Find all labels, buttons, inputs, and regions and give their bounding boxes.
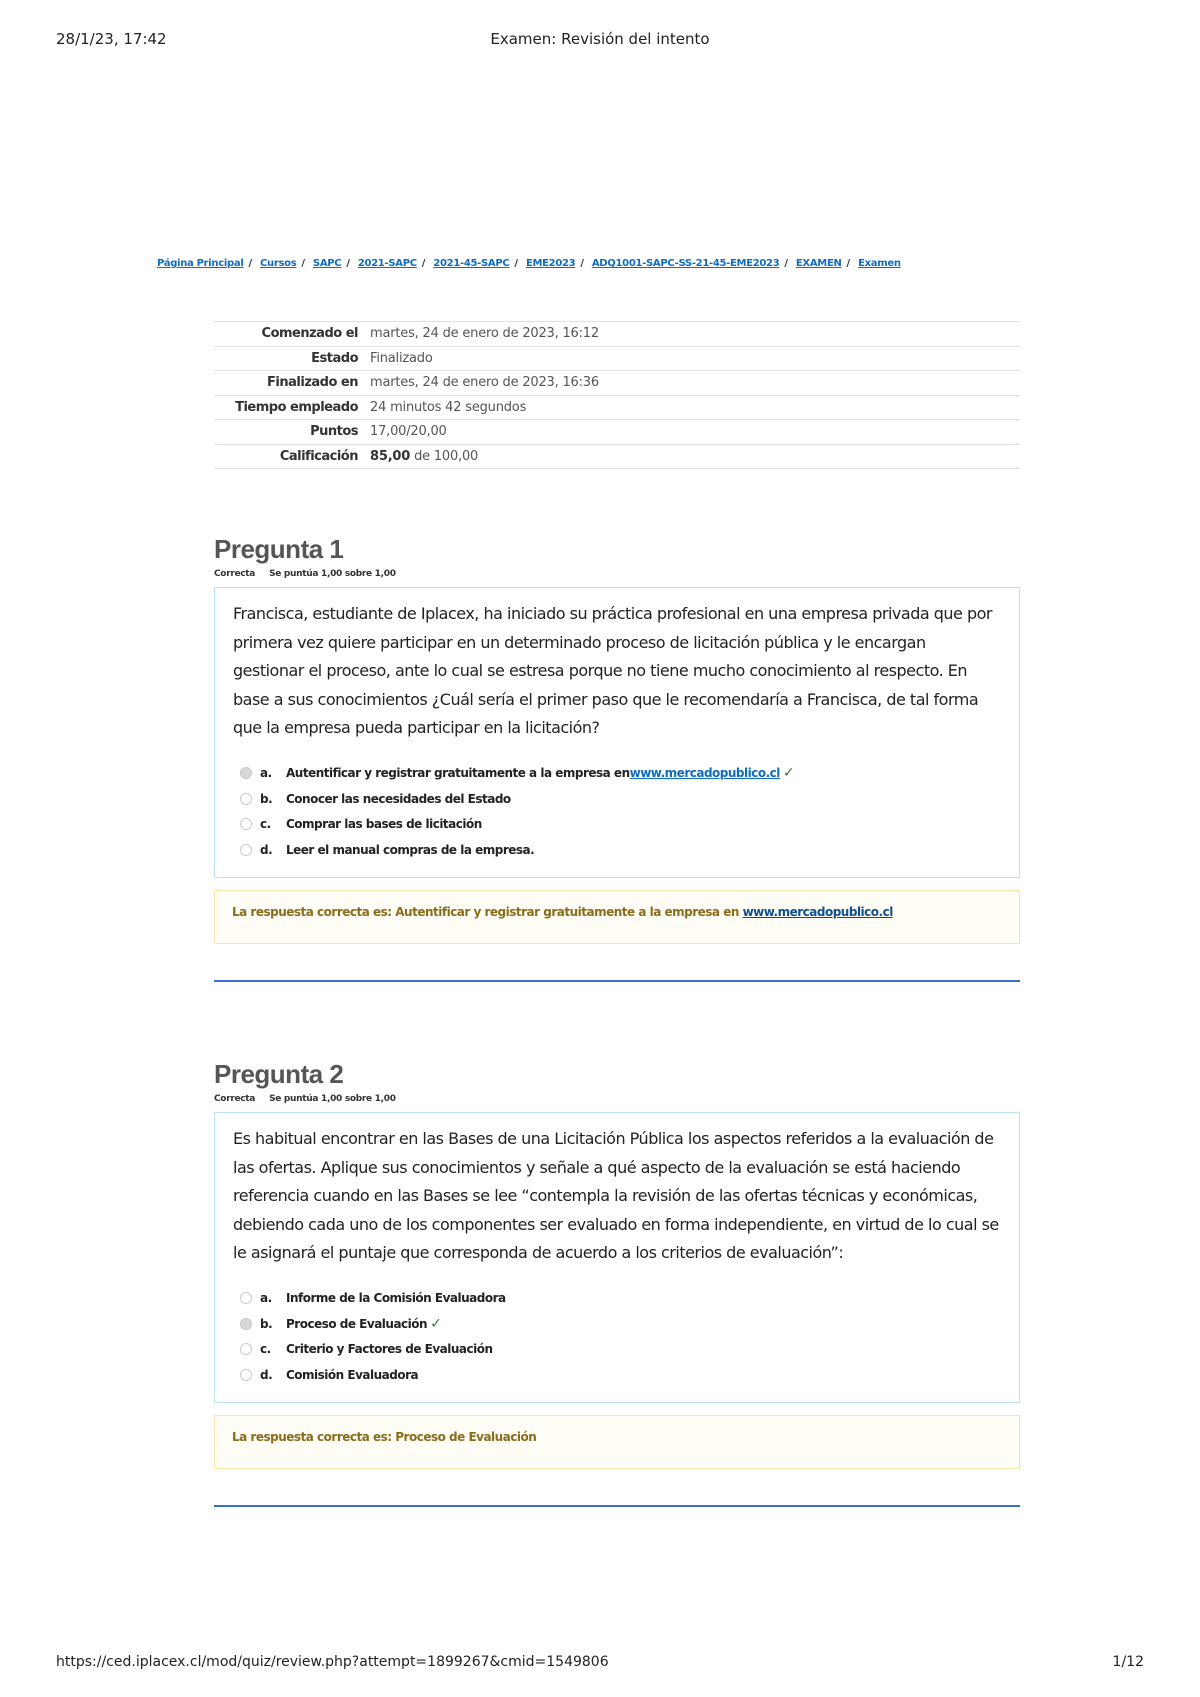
question-divider xyxy=(214,980,1020,982)
option-letter: c. xyxy=(260,1342,271,1357)
summary-value: Finalizado xyxy=(370,350,433,366)
question-text: Es habitual encontrar en las Bases de una Licitación Pública los aspectos referidos a la evaluación de las ofertas. Aplique sus conocimientos y señale a qué aspecto de la evaluación se está haciendo referencia cuando en las Bases se lee “contempla la revisión de las ofertas técnicas y económicas, debiendo cada uno de los componentes ser evaluado en forma independiente, en virtud de lo cual se le asignará el puntaje que corresponda de acuerdo a los criterios de evaluación”: xyxy=(233,1129,999,1262)
breadcrumb-separator: / xyxy=(301,258,305,269)
summary-row-marks xyxy=(214,420,1020,445)
print-url: https://ced.iplacex.cl/mod/quiz/review.php?attempt=1899267&cmid=1549806 xyxy=(56,1654,609,1670)
question-2 xyxy=(214,1059,1020,1507)
grade-suffix: de 100,00 xyxy=(414,448,479,464)
option-text: Comisión Evaluadora xyxy=(286,1367,419,1382)
summary-label: Calificación xyxy=(279,448,358,464)
question-state: Correcta xyxy=(214,1094,256,1104)
feedback-text: La respuesta correcta es: Proceso de Evaluación xyxy=(232,1429,537,1444)
attempt-summary-table xyxy=(214,321,1020,469)
breadcrumb-sapc[interactable]: SAPC xyxy=(312,258,342,269)
option-letter: a. xyxy=(260,1291,272,1306)
breadcrumb-examen-activity[interactable]: Examen xyxy=(858,258,901,269)
summary-value: martes, 24 de enero de 2023, 16:36 xyxy=(370,375,599,391)
breadcrumb-2021-sapc[interactable]: 2021-SAPC xyxy=(357,258,417,269)
option-text: Conocer las necesidades del Estado xyxy=(286,791,511,806)
question-title: Pregunta 2 xyxy=(214,1059,344,1089)
option-text: Proceso de Evaluación xyxy=(286,1316,428,1331)
breadcrumb-home[interactable]: Página Principal xyxy=(157,258,244,269)
breadcrumb-separator: / xyxy=(514,258,518,269)
question-grade: Se puntúa 1,00 sobre 1,00 xyxy=(269,569,396,579)
answer-option-c[interactable] xyxy=(233,1337,1001,1363)
summary-value: 24 minutos 42 segundos xyxy=(370,399,527,415)
question-divider xyxy=(214,1505,1020,1507)
question-grade: Se puntúa 1,00 sobre 1,00 xyxy=(269,1094,396,1104)
summary-label: Puntos xyxy=(310,424,358,440)
question-text: Francisca, estudiante de Iplacex, ha iniciado su práctica profesional en una empresa privada que por primera vez quiere participar en un determinado proceso de licitación pública y le encargan gestionar el proceso, ante lo cual se estresa porque no tiene mucho conocimiento al respecto. En base a sus conocimientos ¿Cuál sería el primer paso que le recomendaría a Francisca, de tal forma que la empresa pueda participar en la licitación? xyxy=(233,604,992,737)
question-1 xyxy=(214,534,1020,982)
summary-row-started xyxy=(214,322,1020,347)
breadcrumb-examen-section[interactable]: EXAMEN xyxy=(795,258,842,269)
breadcrumb-separator: / xyxy=(846,258,850,269)
summary-value: 17,00/20,00 xyxy=(370,424,447,440)
option-text: Leer el manual compras de la empresa. xyxy=(286,842,535,857)
question-state-info xyxy=(214,569,1020,579)
option-text: Criterio y Factores de Evaluación xyxy=(286,1342,493,1357)
option-letter: b. xyxy=(260,791,273,806)
radio-icon[interactable] xyxy=(240,818,252,830)
radio-icon[interactable] xyxy=(240,1318,252,1330)
option-letter: b. xyxy=(260,1316,273,1331)
option-letter: a. xyxy=(260,766,272,781)
breadcrumb-eme2023[interactable]: EME2023 xyxy=(525,258,576,269)
feedback-link[interactable]: www.mercadopublico.cl xyxy=(742,904,893,919)
radio-icon[interactable] xyxy=(240,1292,252,1304)
question-state: Correcta xyxy=(214,569,256,579)
answer-option-a[interactable] xyxy=(233,1286,1001,1312)
breadcrumb-2021-45-sapc[interactable]: 2021-45-SAPC xyxy=(433,258,510,269)
option-letter: d. xyxy=(260,1367,273,1382)
breadcrumb-separator: / xyxy=(248,258,252,269)
correct-answer-feedback xyxy=(214,890,1020,944)
radio-icon[interactable] xyxy=(240,844,252,856)
feedback-text: La respuesta correcta es: Autentificar y registrar gratuitamente a la empresa en xyxy=(232,904,743,919)
check-icon: ✓ xyxy=(782,765,795,782)
summary-row-state xyxy=(214,346,1020,371)
breadcrumb-course[interactable]: ADQ1001-SAPC-SS-21-45-EME2023 xyxy=(591,258,780,269)
mercadopublico-link[interactable]: www.mercadopublico.cl xyxy=(629,766,780,781)
question-formulation xyxy=(214,1112,1020,1403)
print-header xyxy=(56,30,1144,52)
answer-option-c[interactable] xyxy=(233,812,1001,838)
radio-icon[interactable] xyxy=(240,793,252,805)
summary-row-grade xyxy=(214,444,1020,469)
breadcrumb-separator: / xyxy=(784,258,788,269)
summary-label: Comenzado el xyxy=(261,326,358,342)
summary-value: martes, 24 de enero de 2023, 16:12 xyxy=(370,326,599,342)
summary-row-finished xyxy=(214,371,1020,396)
print-page-title: Examen: Revisión del intento xyxy=(490,30,710,48)
question-state-info xyxy=(214,1094,1020,1104)
correct-answer-feedback xyxy=(214,1415,1020,1469)
print-datetime: 28/1/23, 17:42 xyxy=(56,30,167,48)
breadcrumb-separator: / xyxy=(346,258,350,269)
breadcrumb-courses[interactable]: Cursos xyxy=(260,258,297,269)
answer-options xyxy=(233,1286,1001,1388)
breadcrumb-separator: / xyxy=(580,258,584,269)
answer-option-b[interactable] xyxy=(233,1311,1001,1337)
option-text: Informe de la Comisión Evaluadora xyxy=(286,1291,506,1306)
summary-grade-value xyxy=(370,444,1020,469)
radio-icon[interactable] xyxy=(240,767,252,779)
print-page-number: 1/12 xyxy=(1112,1654,1144,1670)
answer-option-d[interactable] xyxy=(233,837,1001,863)
option-letter: c. xyxy=(260,817,271,832)
radio-icon[interactable] xyxy=(240,1369,252,1381)
answer-options xyxy=(233,761,1001,863)
grade-score: 85,00 xyxy=(370,448,411,464)
check-icon: ✓ xyxy=(430,1315,442,1332)
radio-icon[interactable] xyxy=(240,1343,252,1355)
breadcrumb-separator: / xyxy=(421,258,426,269)
summary-row-time-taken xyxy=(214,395,1020,420)
answer-option-d[interactable] xyxy=(233,1362,1001,1388)
summary-label: Finalizado en xyxy=(267,375,358,391)
summary-label: Tiempo empleado xyxy=(235,399,358,415)
answer-option-b[interactable] xyxy=(233,786,1001,812)
question-formulation xyxy=(214,587,1020,878)
option-letter: d. xyxy=(260,842,273,857)
option-text: Autentificar y registrar gratuitamente a la empresa en xyxy=(286,766,630,781)
summary-label: Estado xyxy=(311,350,358,366)
breadcrumb xyxy=(157,258,1057,269)
answer-option-a[interactable] xyxy=(233,761,1001,787)
option-text: Comprar las bases de licitación xyxy=(286,817,482,832)
question-title: Pregunta 1 xyxy=(214,534,344,564)
